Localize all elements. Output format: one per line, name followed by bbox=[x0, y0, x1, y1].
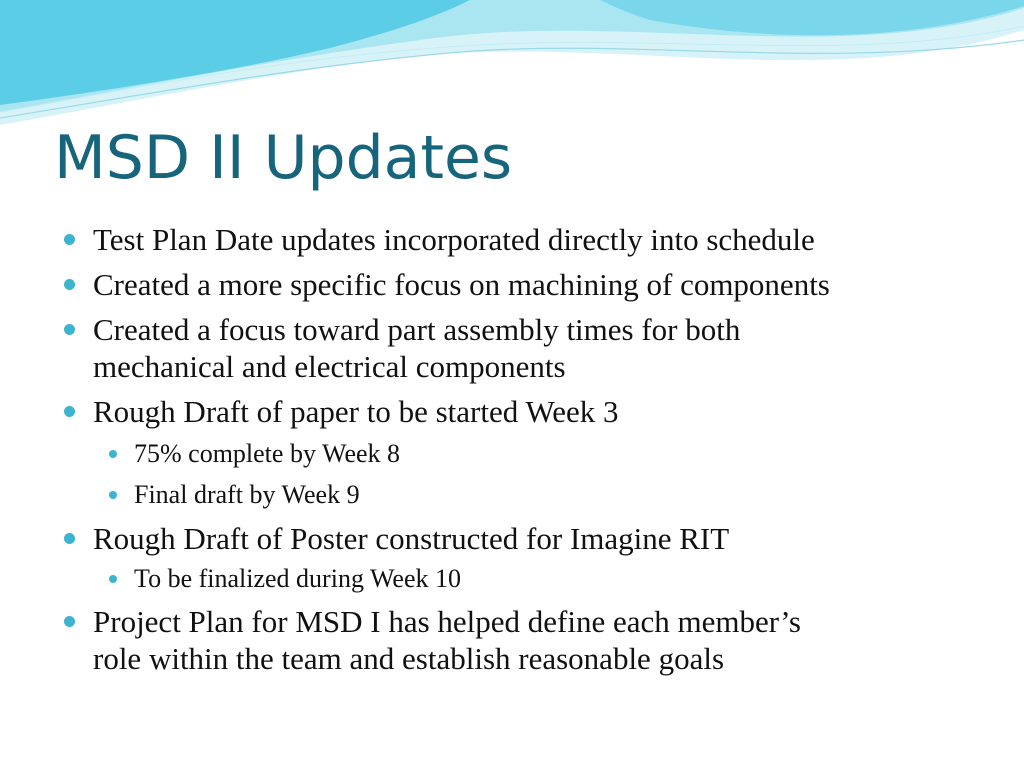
sub-bullet-text: Final draft by Week 9 bbox=[134, 480, 360, 509]
bullet-text-continuation: mechanical and electrical components bbox=[93, 349, 566, 384]
sub-bullet-item bbox=[134, 480, 360, 510]
bullet-dot-icon bbox=[64, 324, 75, 335]
bullet-text: Rough Draft of paper to be started Week 3 bbox=[93, 394, 619, 429]
sub-bullet-item bbox=[134, 564, 461, 594]
bullet-item bbox=[93, 221, 815, 258]
bullet-item bbox=[93, 603, 801, 677]
bullet-dot-icon bbox=[64, 616, 75, 627]
sub-bullet-dot-icon bbox=[109, 575, 117, 583]
bullet-item bbox=[93, 266, 830, 303]
bullet-item bbox=[93, 520, 729, 557]
bullet-text-continuation: role within the team and establish reasonable goals bbox=[93, 641, 725, 676]
bullet-dot-icon bbox=[64, 406, 75, 417]
sub-bullet-text: 75% complete by Week 8 bbox=[134, 439, 401, 468]
sub-bullet-item bbox=[134, 439, 400, 469]
bullet-text: Created a focus toward part assembly times for both bbox=[93, 312, 741, 347]
bullet-text: Project Plan for MSD I has helped define each member’s bbox=[93, 604, 801, 639]
bullet-dot-icon bbox=[64, 279, 75, 290]
bullet-dot-icon bbox=[64, 234, 75, 245]
slide-title: MSD II Updates bbox=[54, 123, 513, 193]
bullet-text: Created a more specific focus on machining of components bbox=[93, 267, 830, 302]
bullet-item bbox=[93, 311, 740, 385]
bullet-text: Rough Draft of Poster constructed for Imagine RIT bbox=[93, 521, 730, 556]
bullet-item bbox=[93, 393, 619, 430]
bullet-text: Test Plan Date updates incorporated directly into schedule bbox=[93, 222, 815, 257]
sub-bullet-text: To be finalized during Week 10 bbox=[134, 564, 462, 593]
sub-bullet-dot-icon bbox=[109, 450, 117, 458]
bullet-dot-icon bbox=[64, 533, 75, 544]
sub-bullet-dot-icon bbox=[109, 491, 117, 499]
